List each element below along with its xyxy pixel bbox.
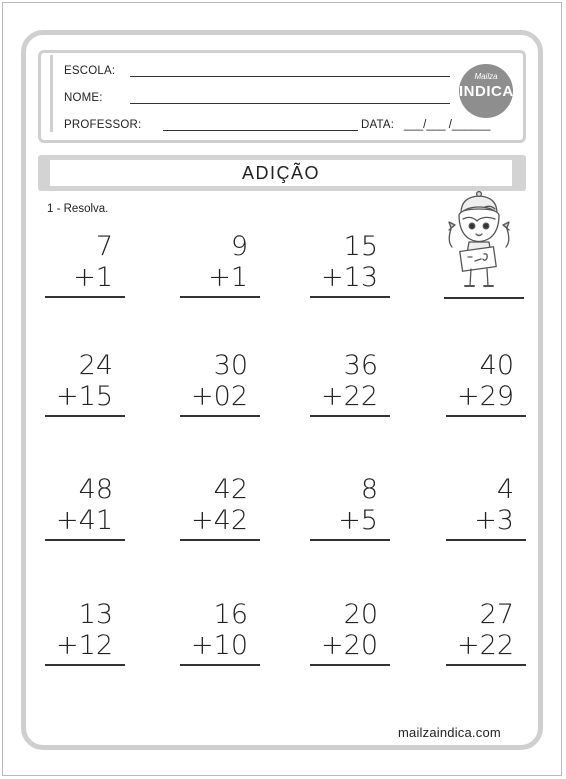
teacher-field-line[interactable] — [163, 130, 358, 131]
addend-bottom: +5 — [338, 505, 378, 536]
addend-top: 36 — [343, 350, 378, 381]
addend-top: 8 — [360, 474, 378, 505]
answer-line[interactable] — [310, 296, 390, 298]
answer-line[interactable] — [446, 415, 526, 417]
date-field[interactable]: ___/___ /______ — [404, 119, 491, 131]
girl-illustration — [441, 191, 513, 295]
addition-problem — [180, 475, 260, 545]
addition-problem — [45, 600, 125, 670]
answer-line[interactable] — [446, 664, 526, 666]
addend-top: 48 — [78, 474, 113, 505]
worksheet-title: ADIÇÃO — [50, 160, 512, 186]
addend-top: 13 — [78, 599, 113, 630]
addend-bottom: +41 — [56, 505, 113, 536]
teacher-label: PROFESSOR: — [64, 119, 142, 131]
addend-bottom: +12 — [56, 630, 113, 661]
girl-answer-line — [444, 297, 524, 299]
addition-problem — [310, 232, 390, 302]
name-label: NOME: — [64, 92, 103, 104]
addend-top: 7 — [95, 231, 113, 262]
name-field-line[interactable] — [130, 103, 450, 104]
addend-bottom: +10 — [191, 630, 248, 661]
school-field-line[interactable] — [130, 76, 450, 77]
addend-bottom: +29 — [457, 381, 514, 412]
addition-problem — [45, 351, 125, 421]
addition-problem — [446, 351, 526, 421]
school-label: ESCOLA: — [64, 65, 116, 77]
answer-line[interactable] — [180, 664, 260, 666]
addition-problem — [45, 232, 125, 302]
addend-bottom: +42 — [191, 505, 248, 536]
answer-line[interactable] — [45, 296, 125, 298]
answer-line[interactable] — [45, 539, 125, 541]
addend-top: 30 — [213, 350, 248, 381]
addend-top: 27 — [479, 599, 514, 630]
answer-line[interactable] — [180, 539, 260, 541]
addend-bottom: +20 — [321, 630, 378, 661]
instruction-text: 1 - Resolva. — [47, 203, 109, 215]
addition-problem — [446, 600, 526, 670]
addend-bottom: +02 — [191, 381, 248, 412]
addition-problem — [180, 232, 260, 302]
addend-bottom: +13 — [321, 262, 378, 293]
answer-line[interactable] — [45, 664, 125, 666]
answer-line[interactable] — [310, 664, 390, 666]
date-label: DATA: — [361, 119, 395, 131]
addition-problem — [45, 475, 125, 545]
addition-problem — [446, 475, 526, 545]
answer-line[interactable] — [446, 539, 526, 541]
addition-problem — [310, 600, 390, 670]
addend-bottom: +15 — [56, 381, 113, 412]
addition-problem — [310, 475, 390, 545]
addend-top: 16 — [213, 599, 248, 630]
addition-problem — [180, 351, 260, 421]
logo-top-text: Mailza — [474, 72, 498, 81]
addend-top: 15 — [343, 231, 378, 262]
footer-website: mailzaindica.com — [398, 725, 501, 740]
addition-problem — [310, 351, 390, 421]
answer-line[interactable] — [180, 296, 260, 298]
answer-line[interactable] — [45, 415, 125, 417]
answer-line[interactable] — [180, 415, 260, 417]
brand-logo — [459, 64, 513, 118]
addend-top: 4 — [496, 474, 514, 505]
addend-bottom: +3 — [474, 505, 514, 536]
addend-top: 42 — [213, 474, 248, 505]
addend-bottom: +22 — [321, 381, 378, 412]
addend-top: 20 — [343, 599, 378, 630]
addend-bottom: +1 — [73, 262, 113, 293]
addend-bottom: +22 — [457, 630, 514, 661]
title-bar — [38, 155, 526, 191]
addend-top: 40 — [479, 350, 514, 381]
logo-main-text: INDICA — [459, 83, 514, 100]
addition-problem — [180, 600, 260, 670]
addend-top: 24 — [78, 350, 113, 381]
answer-line[interactable] — [310, 539, 390, 541]
addend-top: 9 — [230, 231, 248, 262]
addend-bottom: +1 — [208, 262, 248, 293]
answer-line[interactable] — [310, 415, 390, 417]
